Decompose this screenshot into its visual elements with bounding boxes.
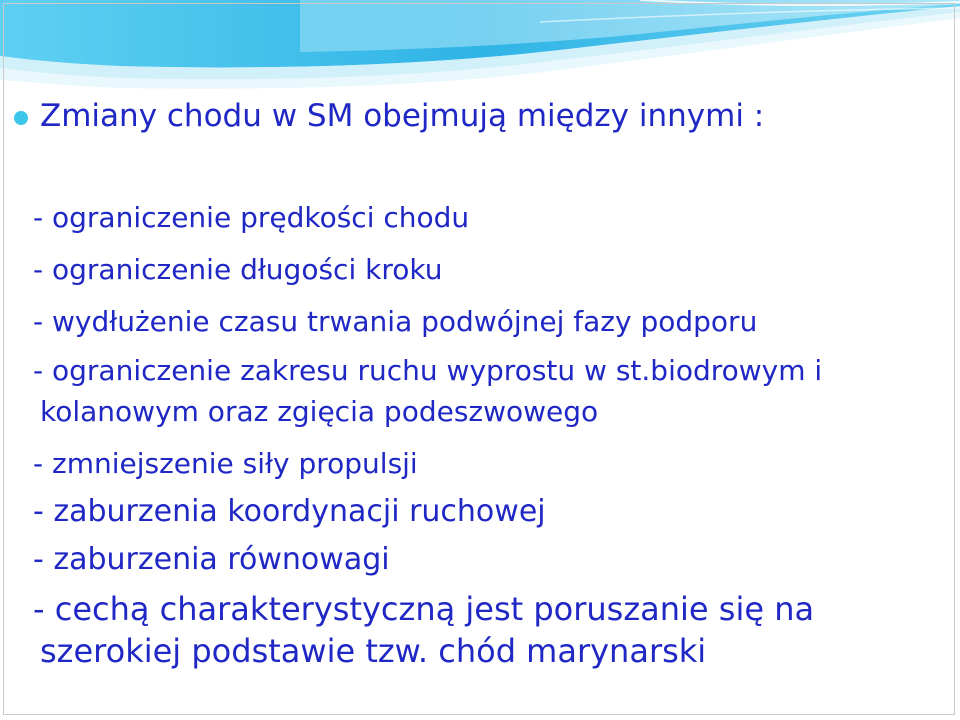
list-item: - ograniczenie zakresu ruchu wyprostu w st.biodrowym i [33,354,823,387]
list-item: - ograniczenie prędkości chodu [33,201,470,234]
list-item-continuation: szerokiej podstawie tzw. chód marynarski [40,632,707,670]
list-item: - zaburzenia równowagi [33,542,390,577]
list-item: - wydłużenie czasu trwania podwójnej fazy podporu [33,305,758,338]
list-item-continuation: kolanowym oraz zgięcia podeszwowego [40,395,599,428]
list-item: - cechą charakterystyczną jest poruszanie się na [33,590,815,628]
list-item: - zaburzenia koordynacji ruchowej [33,494,546,529]
slide-title: Zmiany chodu w SM obejmują między innymi : [40,98,765,134]
list-item: - ograniczenie długości kroku [33,253,443,286]
list-item: - zmniejszenie siły propulsji [33,447,418,480]
